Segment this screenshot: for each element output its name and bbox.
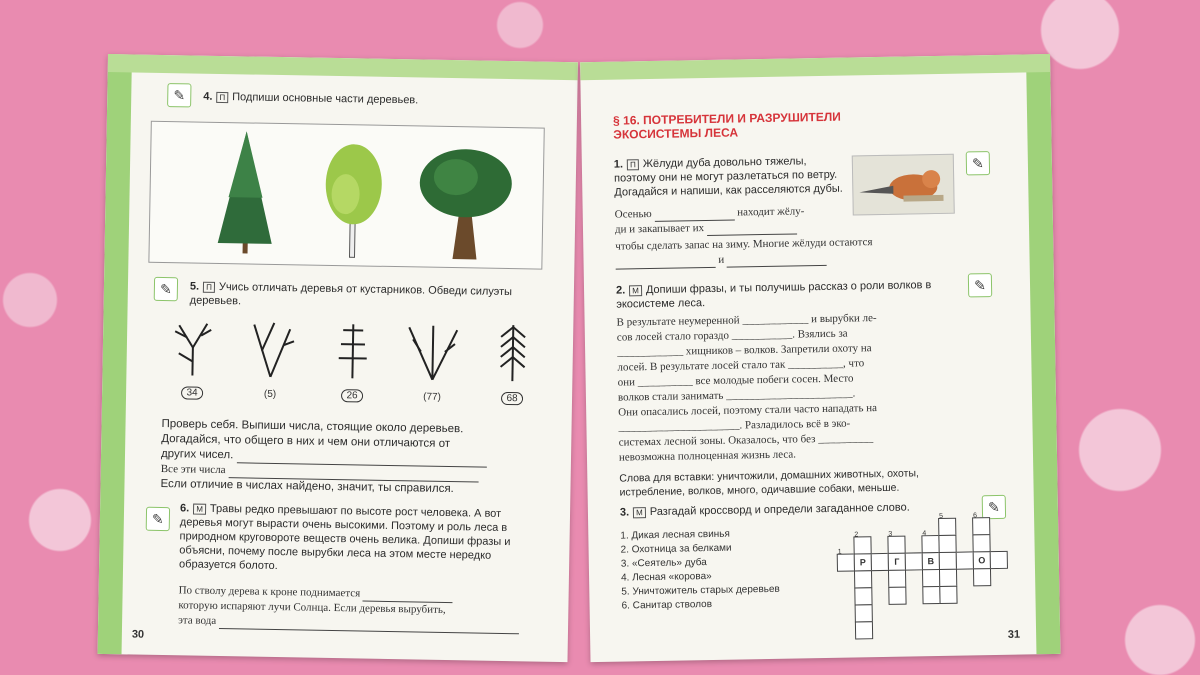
left-page — [98, 54, 578, 662]
fill-line-3: эта вода — [178, 614, 217, 627]
answer-line[interactable] — [616, 267, 716, 270]
crossword-cell[interactable] — [973, 568, 991, 586]
check-line-1: Проверь себя. Выпиши числа, стоящие около деревьев. — [161, 417, 464, 436]
oak-tree-icon — [414, 140, 516, 262]
task-3-number: 3. — [619, 506, 630, 519]
crossword-cell[interactable] — [888, 570, 906, 588]
branch-silhouette-icon — [245, 318, 296, 379]
silhouette-1 — [162, 317, 223, 401]
task-2-text: Допиши фразы, и ты получишь рассказ о роли волков в экосистеме леса. — [616, 279, 932, 311]
crossword-cell[interactable] — [972, 534, 990, 552]
crossword-cell[interactable]: Р — [854, 553, 872, 571]
trees-illustration — [148, 121, 544, 270]
task-5-text: Учись отличать деревья от кустарников. Обведи силуэты деревьев. — [189, 280, 513, 308]
crossword-cell[interactable]: В — [922, 552, 940, 570]
crossword-cell[interactable]: О — [973, 551, 991, 569]
page-number-left: 30 — [131, 628, 145, 641]
task-3 — [620, 500, 960, 520]
task-2-tag: М — [629, 285, 642, 296]
silhouette-3 — [322, 320, 383, 404]
right-green-top — [580, 54, 1050, 80]
crossword-cell[interactable] — [905, 552, 923, 570]
crossword-cell[interactable] — [854, 587, 872, 605]
task-1-text: Жёлуди дуба довольно тяжелы, поэтому они не могут разлетаться по ветру. Догадайся и напиши, как расселяются дубы. — [614, 155, 843, 199]
page-number-right: 31 — [1007, 628, 1021, 641]
silhouette-number: (5) — [263, 388, 277, 400]
crossword-cell[interactable] — [938, 535, 956, 553]
task-1-fill: Осенью находит жёлу- ди и закапывает их — [614, 205, 805, 236]
task-1-fill-cont: чтобы сделать запас на зиму. Многие жёлуди остаются и — [615, 234, 955, 270]
silhouette-5 — [482, 323, 543, 407]
task-1 — [614, 154, 845, 200]
crossword-cell[interactable] — [922, 586, 940, 604]
left-green-top — [108, 54, 578, 80]
crossword-cell[interactable] — [888, 587, 906, 605]
pencil-icon: ✎ — [146, 507, 170, 531]
silhouette-4 — [402, 321, 463, 405]
clue-item: 3. «Сеятель» дуба — [620, 557, 707, 570]
pencil-icon: ✎ — [167, 83, 191, 107]
answer-line[interactable] — [727, 265, 827, 268]
task-5 — [190, 279, 550, 313]
clue-item: 5. Уничтожитель старых деревьев — [621, 583, 780, 598]
right-page — [580, 54, 1060, 662]
check-line-4: Все эти числа — [161, 462, 551, 484]
clue-item: 4. Лесная «корова» — [620, 570, 712, 584]
task-6-number: 6. — [179, 502, 190, 515]
crossword-cell[interactable] — [939, 552, 957, 570]
task-2 — [616, 278, 956, 312]
answer-line[interactable] — [707, 233, 797, 236]
pencil-icon: ✎ — [982, 495, 1006, 519]
crossword-cell[interactable]: 1 — [837, 553, 855, 571]
crossword-cell[interactable]: 2 — [853, 536, 871, 554]
clue-item: 1. Дикая лесная свинья — [620, 528, 730, 542]
silhouette-row — [162, 317, 544, 414]
task-4-tag: П — [216, 91, 228, 102]
crossword-cell[interactable] — [956, 551, 974, 569]
crossword-cell[interactable] — [854, 570, 872, 588]
task-1-number: 1. — [613, 158, 624, 171]
task-4-number: 4. — [203, 90, 213, 103]
task-5-tag: П — [203, 281, 215, 292]
fill-line-2: которую испаряют лучи Солнца. Если деревья вырубить, — [178, 599, 446, 616]
clue-item: 2. Охотница за белками — [620, 542, 732, 556]
crossword-cell[interactable] — [939, 569, 957, 587]
answer-line[interactable] — [219, 628, 519, 634]
words-to-insert: Слова для вставки: уничтожили, домашних животных, охоты, истребление, волков, много, одичавшие собаки, меньше. — [619, 467, 919, 499]
crossword-cell[interactable] — [855, 621, 873, 639]
crossword-cell[interactable] — [939, 586, 957, 604]
task-6-tag: М — [193, 503, 206, 514]
task-6-fill — [178, 583, 549, 634]
crossword-cell[interactable] — [871, 553, 889, 571]
task-3-text: Разгадай кроссворд и определи загаданное слово. — [649, 501, 910, 519]
clue-item: 6. Санитар стволов — [621, 598, 713, 612]
pencil-icon: ✎ — [968, 273, 992, 297]
spruce-tree-icon — [209, 127, 281, 258]
check-line-5: Если отличие в числах найдено, значит, ты справился. — [160, 477, 454, 496]
task-3-tag: М — [633, 507, 646, 518]
task-2-number: 2. — [615, 284, 626, 297]
crossword-cell[interactable]: Г — [888, 553, 906, 571]
silhouette-number: (77) — [423, 391, 442, 403]
task-4-text: Подпиши основные части деревьев. — [232, 91, 419, 107]
fill-line-1: По стволу дерева к кроне поднимается — [178, 584, 361, 600]
check-yourself — [160, 417, 551, 499]
crossword-cell[interactable]: 6 — [972, 517, 990, 535]
branch-silhouette-icon — [332, 320, 373, 381]
silhouette-number: 68 — [501, 392, 522, 405]
open-workbook — [100, 46, 1060, 666]
check-line-2: Догадайся, что общего в них и чем они отличаются от — [161, 432, 451, 451]
task-6-text: Травы редко превышают по высоте рост человека. А вот деревья могут вырасти очень высокими. Поэтому и роль леса в природном круговороте веществ очень велика. Допиши фразы и объясни, почему после вырубки леса на этом месте нередко образуется болото. — [178, 502, 511, 573]
crossword-cell[interactable]: 3 — [887, 536, 905, 554]
crossword-cell[interactable] — [855, 604, 873, 622]
crossword-cell[interactable] — [922, 569, 940, 587]
jay-bird-illustration — [852, 154, 955, 216]
crossword-cell[interactable] — [990, 551, 1008, 569]
birch-tree-icon — [319, 139, 391, 260]
silhouette-number: 26 — [341, 389, 362, 402]
pencil-icon: ✎ — [966, 151, 990, 175]
silhouette-number: 34 — [181, 386, 202, 399]
task-1-tag: П — [627, 159, 639, 170]
crossword-clues — [620, 527, 780, 614]
branch-silhouette-icon — [402, 321, 463, 382]
crossword-cell[interactable]: 4 — [921, 535, 939, 553]
crossword-cell[interactable]: 5 — [938, 518, 956, 536]
branch-silhouette-icon — [492, 323, 533, 384]
task-6 — [179, 501, 546, 577]
left-green-margin — [98, 54, 132, 654]
right-green-margin — [1026, 54, 1060, 654]
check-line-3: других чисел. — [161, 447, 551, 469]
task-2-fill: В результате неумеренной ____________ и вырубки ле- сов лосей стало гораздо ___________. Взялись за ____________ хищников – волков. Запретили охоту на лосей. В результате лосей стало так __________, что они __________ все молодые побеги сосен. Место волков стали занимать _______________________. Они опасались лосей, поэтому стали часто нападать на ______________________. Разладилось всё в эко- системах лесной зоны. Оказалось, что без __________ невозможна полноценная жизнь леса. — [616, 312, 878, 464]
pencil-icon: ✎ — [154, 277, 178, 301]
branch-silhouette-icon — [172, 317, 213, 378]
task-5-number: 5. — [189, 280, 200, 293]
task-4 — [203, 90, 418, 108]
bird-icon — [853, 155, 954, 215]
section-heading: § 16. ПОТРЕБИТЕЛИ И РАЗРУШИТЕЛИ ЭКОСИСТЕМЫ ЛЕСА — [612, 109, 841, 142]
silhouette-2 — [240, 318, 301, 402]
